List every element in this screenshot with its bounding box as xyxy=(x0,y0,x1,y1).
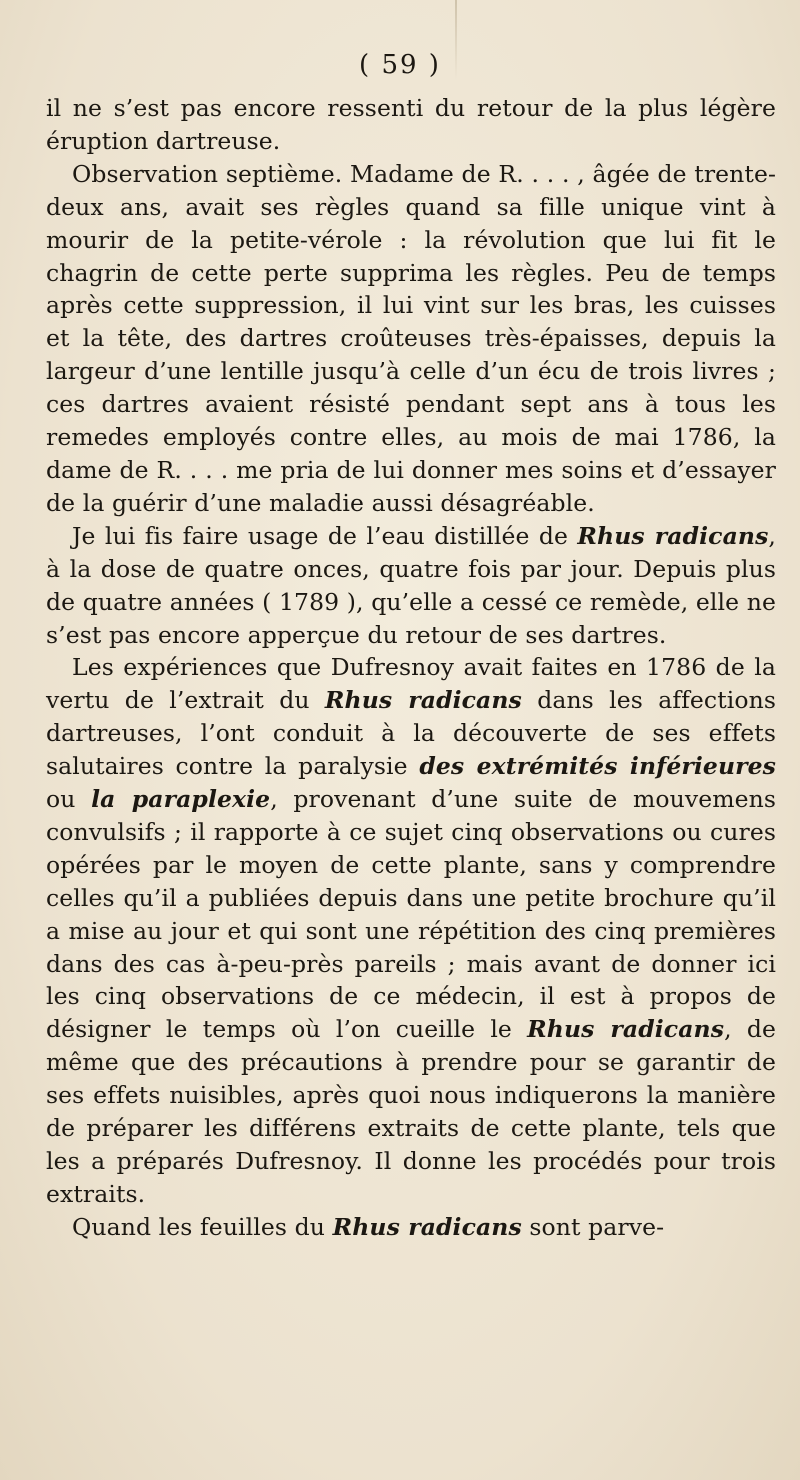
paragraph-dufresnoy-experiments xyxy=(46,651,776,1210)
italic-term: la paraplexie xyxy=(91,785,271,814)
text-segment: , provenant d’une suite de mouvemens convulsifs ; il rapporte à ce sujet cinq observations ou cures opérées par le moyen de cette plante, sans y comprendre celles qu’il a publiées depuis dans une petite brochure qu’il a mise au jour et qui sont une répétition des cinq premières dans des cas à-peu-près pareils ; mais avant de donner ici les cinq observations de ce médecin, il est à propos de désigner le temps où l’on cueille le xyxy=(46,785,776,1044)
paragraph-treatment xyxy=(46,520,776,652)
text-segment: sont parve- xyxy=(521,1212,665,1241)
text-segment: Je lui fis faire usage de l’eau distillée de xyxy=(72,521,578,550)
text-segment: , à la dose de quatre onces, quatre fois par jour. Depuis plus de quatre années ( 1789 ), qu’elle a cessé ce remède, elle ne s’est pas encore apperçue du retour de ses dartres. xyxy=(46,521,776,649)
text-segment: dans les affections dartreuses, l’ont conduit à la découverte de ses effets salutaires contre la paralysie xyxy=(46,686,777,781)
text-segment: Quand les feuilles du xyxy=(72,1212,333,1241)
italic-term: Rhus radicans xyxy=(527,1015,725,1044)
paragraph-leaves xyxy=(46,1211,776,1244)
text-segment: il ne s’est pas encore ressenti du retour de la plus légère éruption dartreuse. xyxy=(46,94,776,155)
page-number: ( 59 ) xyxy=(359,50,441,80)
text-segment: Observation septième. Madame de R. . . . , âgée de trente-deux ans, avait ses règles quand sa fille unique vint à mourir de la petite-vérole : la révolution que lui fit le chagrin de cette perte supprima les règles. Peu de temps après cette suppression, il lui vint sur les bras, les cuisses et la tête, des dartres croûteuses très-épaisses, depuis la largeur d’une lentille jusqu’à celle d’un écu de trois livres ; ces dartres avaient résisté pendant sept ans à tous les remedes employés contre elles, au mois de mai 1786, la dame de R. . . . me pria de lui donner mes soins et d’essayer de la guérir d’une maladie aussi désagréable. xyxy=(46,159,776,517)
text-segment: ou xyxy=(46,785,92,814)
text-segment: , de même que des précautions à prendre pour se garantir de ses effets nuisibles, après quoi nous indiquerons la manière de préparer les différens extraits de cette plante, tels que les a préparés Dufresnoy. Il donne les procédés pour trois extraits. xyxy=(46,1015,777,1208)
body-text xyxy=(46,92,776,1244)
italic-term: Rhus radicans xyxy=(577,521,769,550)
paragraph-continuation xyxy=(46,92,776,158)
italic-term: Rhus radicans xyxy=(332,1212,522,1241)
text-segment: Les expériences que Dufresnoy avait faites en 1786 de la vertu de l’extrait du xyxy=(46,653,776,715)
paragraph-observation-seven xyxy=(46,158,776,520)
italic-term: des extrémités inférieures xyxy=(419,752,776,781)
italic-term: Rhus radicans xyxy=(324,686,522,715)
